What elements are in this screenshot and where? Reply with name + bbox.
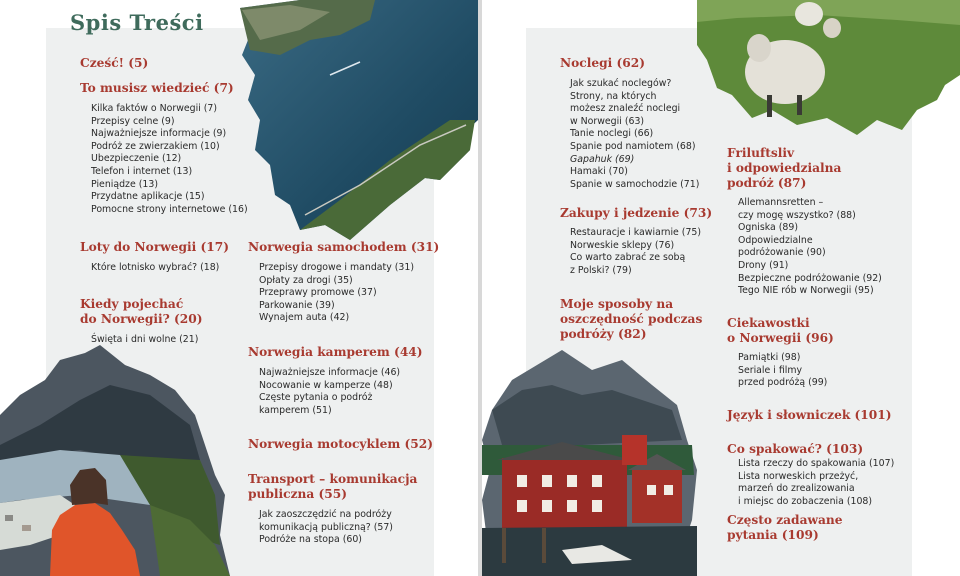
section-title: Ciekawostki <box>727 316 810 330</box>
red-cabins-photo <box>482 350 697 576</box>
toc-item: Tego NIE rób w Norwegii (95) <box>738 285 874 297</box>
toc-item: Tanie noclegi (66) <box>570 128 654 140</box>
section-title: do Norwegii? (20) <box>80 312 203 326</box>
section-title: Moje sposoby na <box>560 297 674 311</box>
toc-item: w Norwegii (63) <box>570 115 645 127</box>
toc-item: Przepisy celne (9) <box>91 115 175 127</box>
left-page <box>0 0 478 576</box>
toc-item: Telefon i internet (13) <box>91 165 193 177</box>
toc-item: Spanie pod namiotem (68) <box>570 140 696 152</box>
toc-item: Przeprawy promowe (37) <box>259 287 377 299</box>
toc-item: Najważniejsze informacje (46) <box>259 367 401 378</box>
section-title: To musisz wiedzieć (7) <box>80 81 234 95</box>
section-title: Kiedy pojechać <box>80 297 184 311</box>
toc-item: czy mogę wszystko? (88) <box>738 209 856 221</box>
section-items <box>738 458 894 508</box>
mountain-hiker-photo <box>0 345 230 576</box>
section-items <box>91 334 198 347</box>
toc-item: Gapahuk (69) <box>570 153 635 165</box>
toc-item: Hamaki (70) <box>570 166 628 178</box>
section-items <box>570 78 699 191</box>
toc-item: Lista rzeczy do spakowania (107) <box>738 458 895 469</box>
toc-item: komunikacją publiczną? (57) <box>259 521 393 533</box>
toc-item: Które lotnisko wybrać? (18) <box>91 262 220 273</box>
toc-item: Parkowanie (39) <box>259 299 335 311</box>
section-kamperem <box>248 345 423 360</box>
toc-item: Spanie w samochodzie (71) <box>570 178 700 190</box>
toc-item: Bezpieczne podróżowanie (92) <box>738 272 882 284</box>
toc-item: Restauracje i kawiarnie (75) <box>570 227 702 238</box>
toc-item: marzeń do zrealizowania <box>738 483 855 495</box>
toc-item: Ogniska (89) <box>738 222 798 234</box>
right-page <box>482 0 960 576</box>
section-title: Noclegi (62) <box>560 56 645 70</box>
toc-item: z Polski? (79) <box>570 264 632 276</box>
toc-item: Odpowiedzialne <box>738 234 813 246</box>
toc-item: podróżowanie (90) <box>738 247 826 259</box>
toc-item: Opłaty za drogi (35) <box>259 274 353 286</box>
section-title: podróż (87) <box>727 176 807 190</box>
toc-item: kamperem (51) <box>259 404 332 416</box>
section-items <box>259 367 400 417</box>
toc-item: Podróż ze zwierzakiem (10) <box>91 140 220 152</box>
toc-item: Częste pytania o podróż <box>259 392 373 404</box>
toc-item: Przydatne aplikacje (15) <box>91 191 205 203</box>
section-jezyk <box>727 408 892 423</box>
section-title: pytania (109) <box>727 528 819 542</box>
section-title: Norwegia motocyklem (52) <box>248 437 433 451</box>
fjord-photo <box>230 0 478 245</box>
toc-item: Co warto zabrać ze sobą <box>570 252 686 264</box>
toc-item: Pamiątki (98) <box>738 352 801 363</box>
page-title: Spis Treści <box>70 10 204 35</box>
toc-item: Jak zaoszczędzić na podróży <box>259 509 392 520</box>
section-title: Transport – komunikacja <box>248 472 418 486</box>
section-title: Cześć! (5) <box>80 56 149 70</box>
section-title: o Norwegii (96) <box>727 331 834 345</box>
toc-item: Norweskie sklepy (76) <box>570 239 675 251</box>
toc-item: możesz znaleźć noclegi <box>570 103 681 115</box>
section-spakowac <box>727 442 863 457</box>
toc-item: Święta i dni wolne (21) <box>91 334 199 345</box>
section-items <box>91 103 248 216</box>
section-title: publiczna (55) <box>248 487 347 501</box>
section-kiedy <box>80 297 203 327</box>
section-items <box>259 509 393 547</box>
section-loty <box>80 240 229 255</box>
section-title: Friluftsliv <box>727 146 795 160</box>
section-samochodem <box>248 240 439 255</box>
section-title: Norwegia kamperem (44) <box>248 345 423 359</box>
toc-item: Pomocne strony internetowe (16) <box>91 203 248 215</box>
toc-item: Seriale i filmy <box>738 364 803 376</box>
toc-item: Ubezpieczenie (12) <box>91 153 182 165</box>
toc-item: Drony (91) <box>738 259 789 271</box>
section-items <box>738 197 882 298</box>
section-title: Loty do Norwegii (17) <box>80 240 229 254</box>
section-items <box>738 352 827 390</box>
section-czesc <box>80 56 148 71</box>
section-title: podróży (82) <box>560 327 647 341</box>
section-title: i odpowiedzialna <box>727 161 842 175</box>
section-friluftsliv <box>727 146 841 191</box>
section-title: Często zadawane <box>727 513 843 527</box>
sheep-photo <box>697 0 960 140</box>
toc-item: Najważniejsze informacje (9) <box>91 128 227 140</box>
toc-item: Nocowanie w kamperze (48) <box>259 379 393 391</box>
section-sposoby <box>560 297 702 342</box>
toc-item: Pieniądze (13) <box>91 178 158 190</box>
section-noclegi <box>560 56 645 71</box>
toc-item: przed podróżą (99) <box>738 377 828 389</box>
toc-item: Kilka faktów o Norwegii (7) <box>91 103 218 114</box>
section-title: Zakupy i jedzenie (73) <box>560 206 713 220</box>
toc-item: Podróże na stopa (60) <box>259 534 362 546</box>
toc-item: Przepisy drogowe i mandaty (31) <box>259 262 414 273</box>
section-items <box>259 262 414 325</box>
toc-item: Strony, na których <box>570 90 657 102</box>
section-title: oszczędność podczas <box>560 312 703 326</box>
section-title: Język i słowniczek (101) <box>727 408 892 422</box>
section-zakupy <box>560 206 712 221</box>
section-title: Co spakować? (103) <box>727 442 864 456</box>
section-transport <box>248 472 417 502</box>
section-to-musisz <box>80 81 234 96</box>
section-motocyklem <box>248 437 433 452</box>
toc-item: Allemannsretten – <box>738 197 824 208</box>
toc-item: Lista norweskich przeżyć, <box>738 470 859 482</box>
section-items <box>91 262 219 275</box>
section-czesto <box>727 513 842 543</box>
toc-item: i miejsc do zobaczenia (108) <box>738 495 873 507</box>
section-ciekawostki <box>727 316 834 346</box>
toc-item: Jak szukać noclegów? <box>570 78 672 89</box>
section-title: Norwegia samochodem (31) <box>248 240 440 254</box>
section-items <box>570 227 701 277</box>
toc-item: Wynajem auta (42) <box>259 312 350 324</box>
